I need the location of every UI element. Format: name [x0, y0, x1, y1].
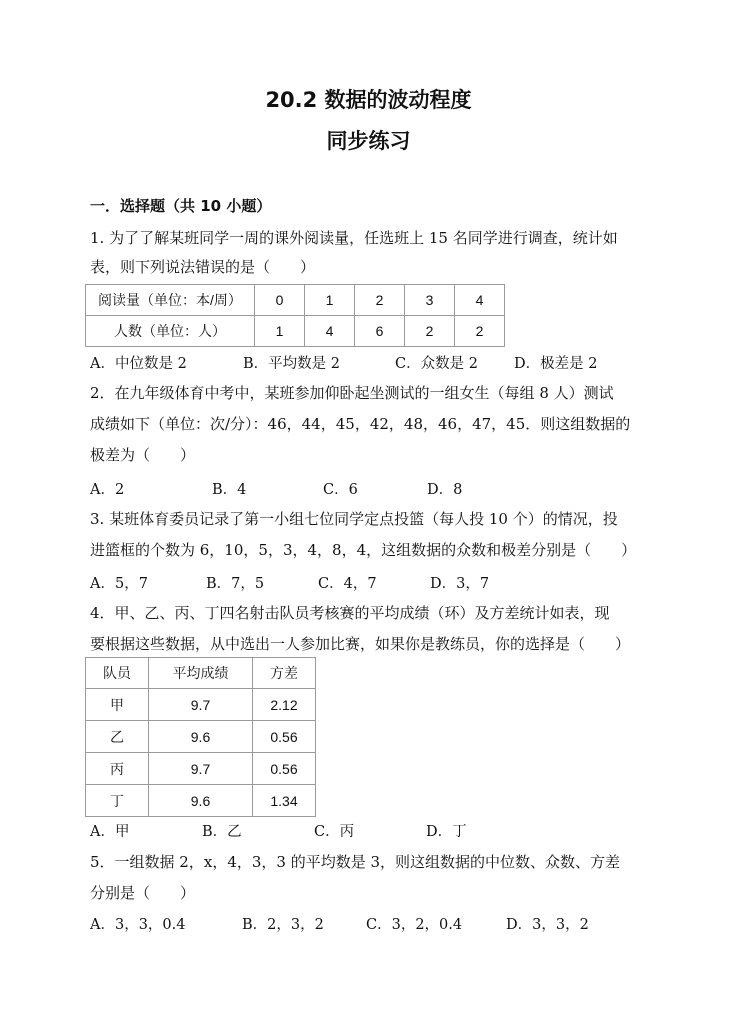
section-heading: 一．选择题（共 10 小题）: [90, 197, 272, 215]
q4-header-cell: 队员: [86, 658, 149, 689]
q4-table-row: [86, 689, 316, 721]
q5-option-a[interactable]: A．3，3，0.4: [90, 917, 186, 933]
q1-cell: 2: [355, 285, 405, 316]
q1-option-a[interactable]: A．中位数是 2: [90, 356, 187, 372]
q4-stem-line1: 4．甲、乙、丙、丁四名射击队员考核赛的平均成绩（环）及方差统计如表，现: [90, 604, 610, 622]
q4-option-c[interactable]: C．丙: [314, 824, 355, 840]
q4-cell: 0.56: [253, 721, 316, 753]
q5-option-c[interactable]: C．3，2，0.4: [366, 917, 463, 933]
q2-stem-line1: 2．在九年级体育中考中，某班参加仰卧起坐测试的一组女生（每组 8 人）测试: [90, 384, 614, 402]
q4-table-row: [86, 721, 316, 753]
q1-option-c[interactable]: C．众数是 2: [395, 356, 478, 372]
q1-cell: 人数（单位：人）: [86, 316, 255, 347]
q1-table: [85, 284, 505, 347]
q4-cell: 乙: [86, 721, 149, 753]
q4-stem-line2: 要根据这些数据，从中选出一人参加比赛，如果你是教练员，你的选择是（ ）: [90, 635, 631, 653]
q5-option-b[interactable]: B．2，3，2: [242, 917, 324, 933]
q3-option-c[interactable]: C．4，7: [318, 576, 377, 592]
q4-cell: 甲: [86, 689, 149, 721]
q3-option-d[interactable]: D．3，7: [430, 576, 490, 592]
q4-table-row: [86, 753, 316, 785]
q1-cell: 阅读量（单位：本/周）: [86, 285, 255, 316]
q4-cell: 丁: [86, 785, 149, 817]
q1-cell: 4: [305, 316, 355, 347]
q4-cell: 9.6: [149, 721, 253, 753]
q2-option-a[interactable]: A．2: [90, 482, 125, 498]
q4-table-header-row: [86, 658, 316, 689]
q4-cell: 9.7: [149, 753, 253, 785]
q1-cell: 1: [255, 316, 305, 347]
q2-option-b[interactable]: B．4: [212, 482, 247, 498]
q1-table-row: [86, 285, 505, 316]
q5-stem-line2: 分别是（ ）: [90, 884, 196, 902]
q1-cell: 6: [355, 316, 405, 347]
q4-cell: 2.12: [253, 689, 316, 721]
q4-option-b[interactable]: B．乙: [202, 824, 242, 840]
page-subtitle: 同步练习: [326, 129, 411, 153]
q3-stem-line2: 进篮框的个数为 6，10，5，3，4，8，4，这组数据的众数和极差分别是（ ）: [90, 541, 637, 559]
q1-table-row: [86, 316, 505, 347]
q4-table: [85, 657, 316, 817]
q1-cell: 2: [405, 316, 455, 347]
q4-cell: 1.34: [253, 785, 316, 817]
q1-cell: 1: [305, 285, 355, 316]
q2-stem-line2: 成绩如下（单位：次/分）：46，44，45，42，48，46，47，45．则这组数据的: [90, 415, 631, 433]
q4-option-d[interactable]: D．丁: [426, 824, 467, 840]
q1-cell: 3: [405, 285, 455, 316]
page-title: 20.2 数据的波动程度: [265, 88, 472, 112]
q4-header-cell: 平均成绩: [149, 658, 253, 689]
q1-option-b[interactable]: B．平均数是 2: [243, 356, 340, 372]
q4-cell: 0.56: [253, 753, 316, 785]
q2-stem-line3: 极差为（ ）: [90, 446, 196, 464]
q1-cell: 2: [455, 316, 505, 347]
q1-option-d[interactable]: D．极差是 2: [514, 356, 598, 372]
q1-cell: 4: [455, 285, 505, 316]
q1-stem-line2: 表，则下列说法错误的是（ ）: [90, 258, 316, 276]
q3-stem-line1: 3. 某班体育委员记录了第一小组七位同学定点投篮（每人投 10 个）的情况，投: [90, 510, 618, 528]
q1-cell: 0: [255, 285, 305, 316]
q4-cell: 丙: [86, 753, 149, 785]
q1-stem-line1: 1. 为了了解某班同学一周的课外阅读量，任选班上 15 名同学进行调查，统计如: [90, 229, 618, 247]
q4-table-row: [86, 785, 316, 817]
q4-cell: 9.6: [149, 785, 253, 817]
q3-option-b[interactable]: B．7，5: [206, 576, 265, 592]
q4-option-a[interactable]: A．甲: [90, 824, 130, 840]
q5-option-d[interactable]: D．3，3，2: [506, 917, 589, 933]
q4-header-cell: 方差: [253, 658, 316, 689]
q2-option-c[interactable]: C．6: [323, 482, 358, 498]
q5-stem-line1: 5．一组数据 2，x，4，3，3 的平均数是 3，则这组数据的中位数、众数、方差: [90, 853, 621, 871]
q3-option-a[interactable]: A．5，7: [90, 576, 148, 592]
q4-cell: 9.7: [149, 689, 253, 721]
q2-option-d[interactable]: D．8: [427, 482, 463, 498]
